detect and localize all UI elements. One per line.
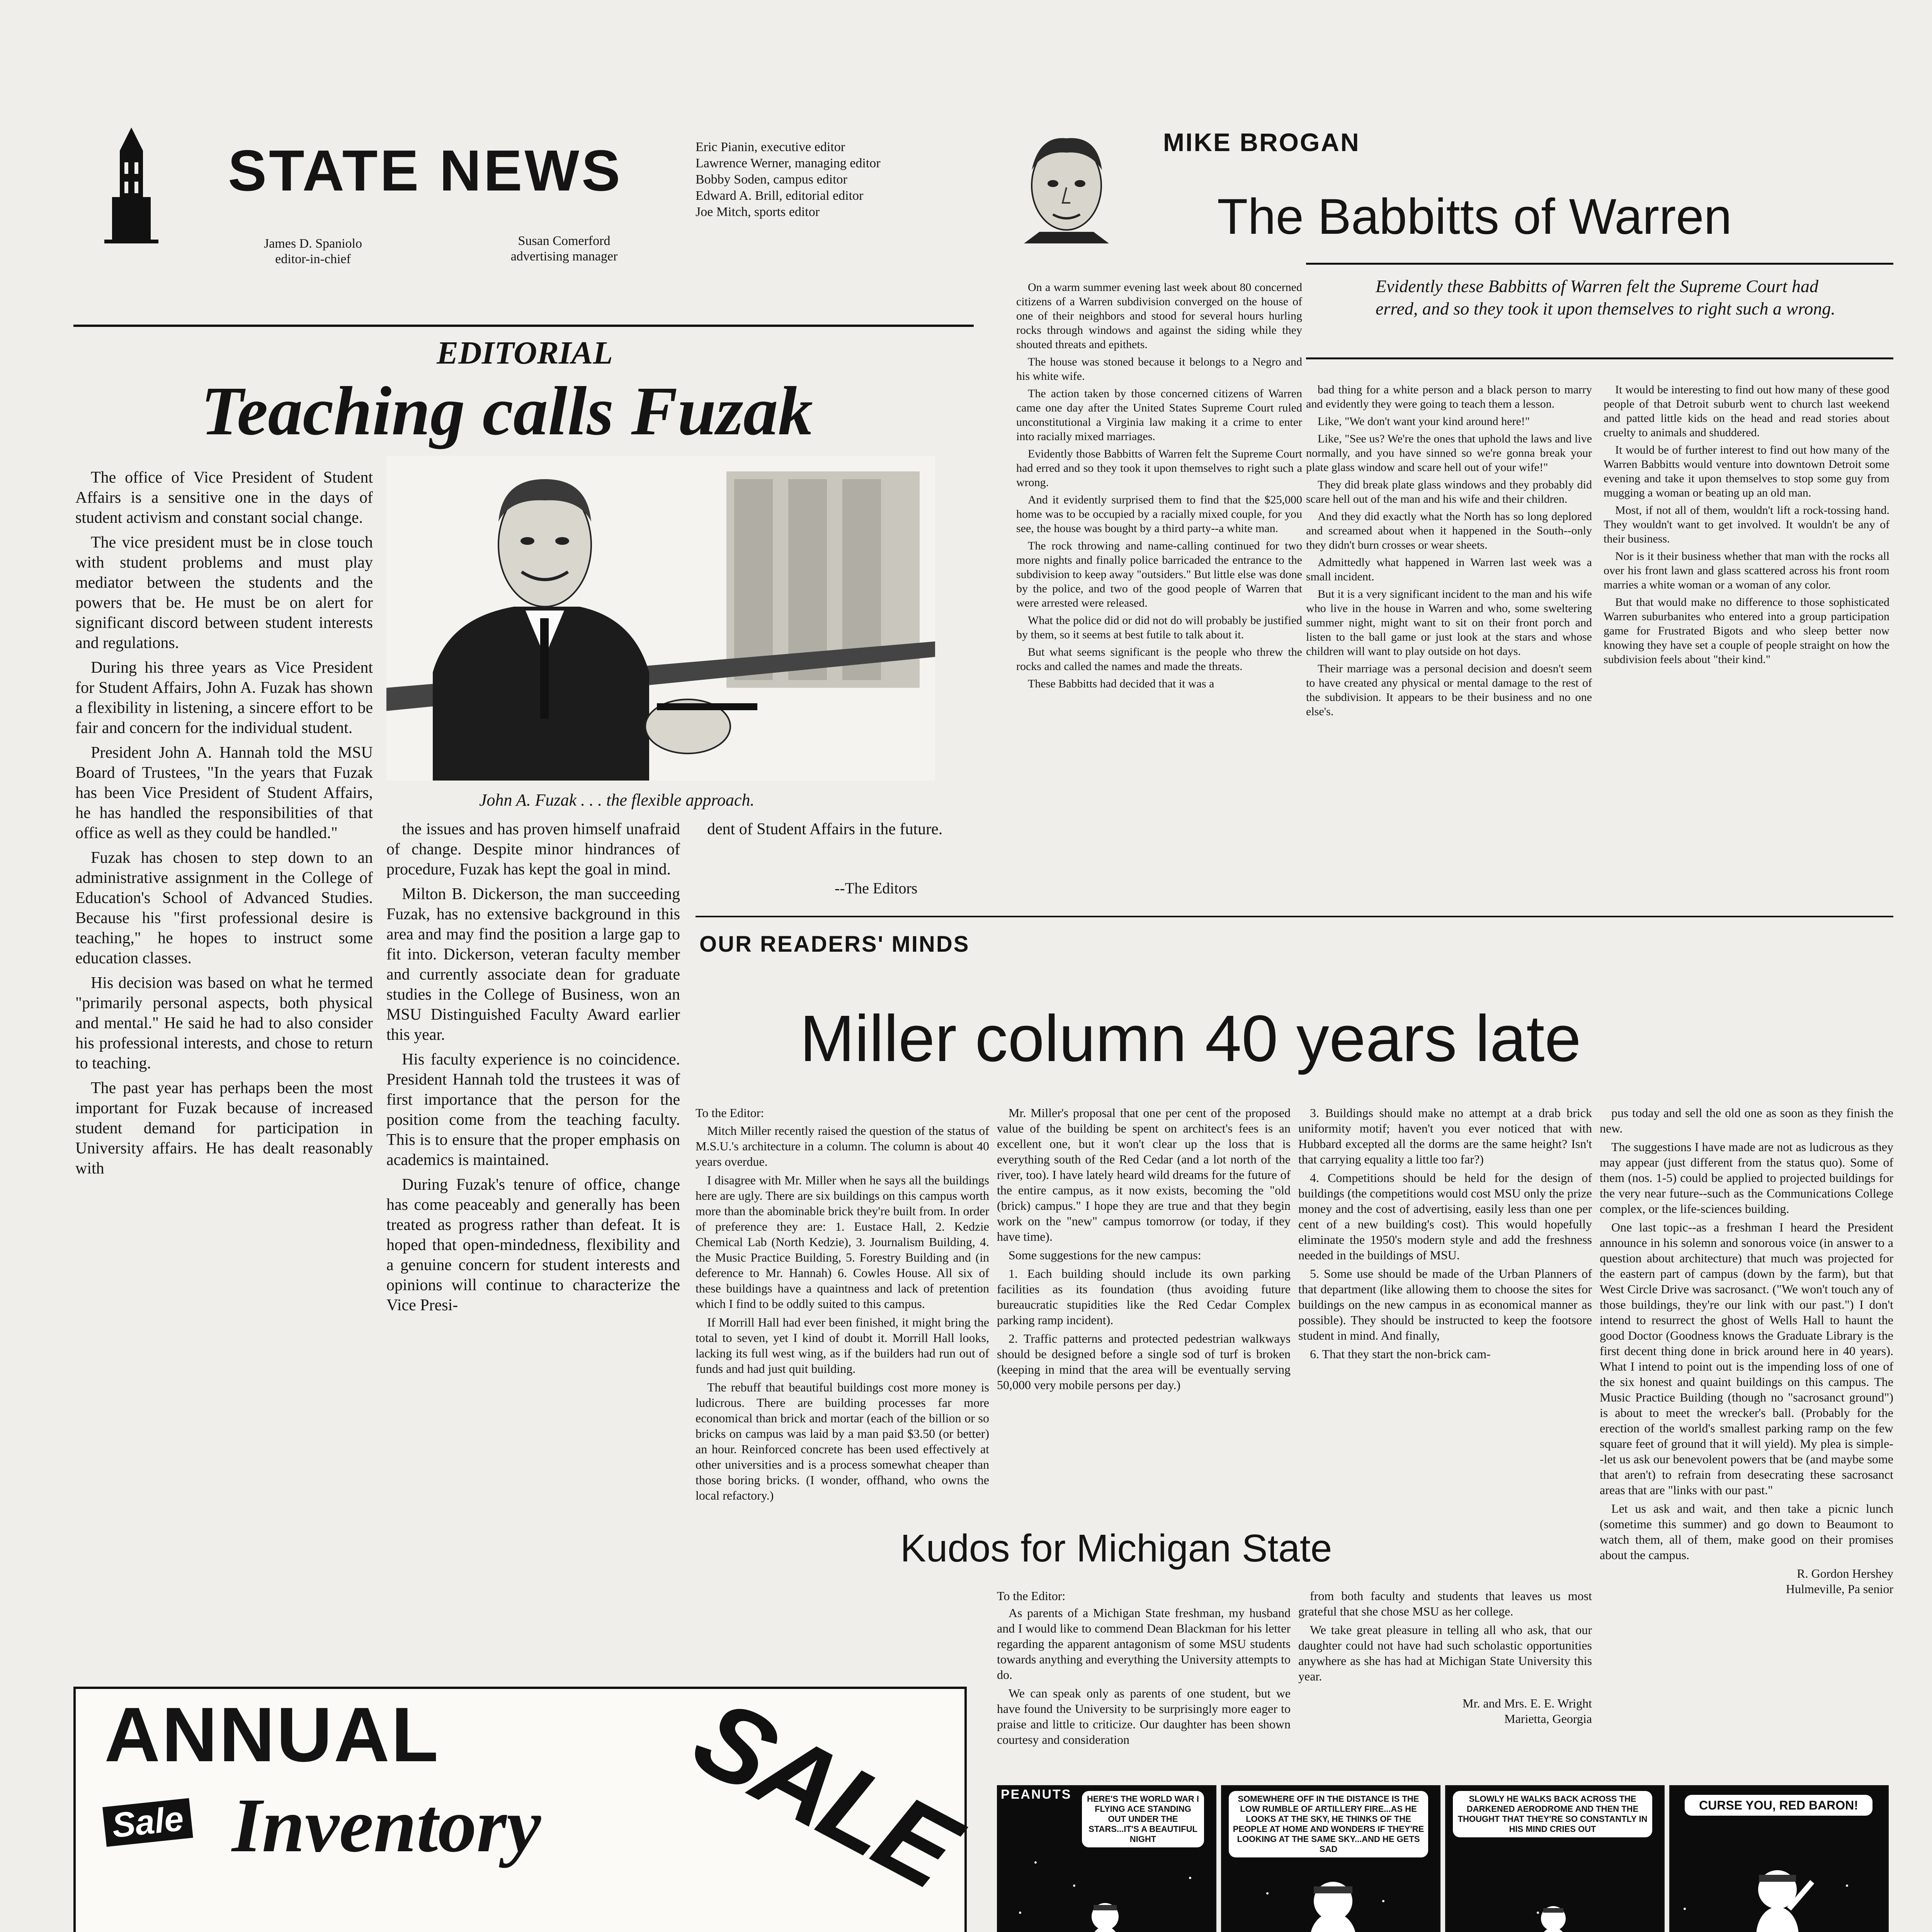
columnist-name: MIKE BROGAN	[1163, 128, 1360, 156]
letters-signature-name: R. Gordon Hershey	[1797, 1566, 1893, 1580]
letters-paragraph: One last topic--as a freshman I heard the President announce in his solemn and sonorous voice (in answer to a question about architecture) that much was projected for the eastern part of campus (down by the farm), but that West Circle Drive was sacrosanct. ("We won't touch any of those buildings, they're our link with our past.") I don't intend to resurrect the ghost of Wells Hall to haunt the good Doctor (Goodness knows the Graduate Library is the first decent thing done in brick around here in 40 years). What I intend to point out is the impending loss of one of the six honest and quaint buildings on this campus. The Music Practice Building (though no "sacrosanct ground") is about to meet the wrecker's ball. (Probably for the erection of the world's smallest parking ramp on the few square feet of ground that it will yield). My plea is simple--let us ask our benevolent powers that be (and maybe some that aren't) to refrain from desecrating these sacrosanct areas that are "links with our past."	[1600, 1220, 1893, 1497]
column-paragraph: Most, if not all of them, wouldn't lift a rock-tossing hand. They wouldn't want to get involved. It wouldn't be any of their business.	[1604, 504, 1889, 545]
column-paragraph: They did break plate glass windows and they probably did scare hell out of the man and his wife and their children.	[1306, 478, 1592, 505]
snoopy-3-icon	[1539, 1906, 1568, 1932]
editorial-paragraph: During his three years as Vice President for Student Affairs, John A. Fuzak has shown a flexibility in listening, a sincere effort to be fair and concern for the individual student.	[75, 659, 373, 737]
kudos-paragraph: from both faculty and students that leaves us most grateful that she chose MSU as her college.	[1298, 1589, 1592, 1618]
staff-line: Lawrence Werner, managing editor	[696, 156, 881, 170]
ad-manager-title: advertising manager	[510, 249, 618, 264]
editorial-signature: --The Editors	[835, 879, 918, 897]
letters-paragraph: 2. Traffic patterns and protected pedestrian walkways should be designed before a single sod of turf is broken (keeping in mind that the area will be eventually serving 50,000 very mobile persons per day.)	[997, 1332, 1291, 1392]
column-col1	[1016, 280, 1302, 694]
editorial-paragraph: dent of Student Affairs in the future.	[707, 820, 943, 838]
columnist-photo	[1016, 128, 1117, 243]
kudos-col2	[1298, 1588, 1592, 1726]
column-col3	[1604, 383, 1889, 670]
editorial-paragraph: President John A. Hannah told the MSU Board of Trustees, "In the years that Fuzak has been Vice President of Student Affairs, he has handled the responsibilities of that office as well as they could be handled."	[75, 744, 373, 842]
letters-kicker: OUR READERS' MINDS	[699, 932, 970, 957]
letters-paragraph: 4. Competitions should be held for the design of buildings (the competitions would cost MSU only the prize money and the cost of advertising, easily less than one per cent of a new building's cost). This would hopefully eliminate the 1950's modern style and add the freshness needed in the buildings of MSU.	[1298, 1171, 1592, 1262]
column-paragraph: It would be of further interest to find out how many of the Warren Babbitts would venture into downtown Detroit some evening and take it upon themselves to stop some guy from mugging a woman or beating up an old man.	[1604, 444, 1889, 499]
letters-col1	[696, 1105, 989, 1506]
column-paragraph: But it is a very significant incident to the man and his wife who live in the house in Warren and who, some sweltering summer night, might want to sit on their front porch and listen to the ball game or just look at the stars and whose children will want to play outside on hot days.	[1306, 588, 1592, 658]
editorial-paragraph: His decision was based on what he termed "primarily personal aspects, both physical and mental." He said he had to also consider his professional interests, and chose to return to teaching.	[75, 974, 373, 1072]
paper-name: STATE NEWS	[228, 138, 623, 203]
editorial-photo	[386, 456, 935, 781]
column-paragraph: Their marriage was a personal decision and doesn't seem to have created any physical or mental damage to the rest of the subdivision. It appears to be their business and no one else's.	[1306, 662, 1592, 718]
column-paragraph: But that would make no difference to those sophisticated Warren suburbanites who entered into a group participation game for Frustrated Bigots and who sleep better now knowing they have set a couple of people straight on how the subdivision feels about "their kind."	[1604, 596, 1889, 666]
comic-bubble-1: HERE'S THE WORLD WAR I FLYING ACE STANDING OUT UNDER THE STARS...IT'S A BEAUTIFUL NIGHT	[1082, 1791, 1204, 1847]
kudos-signature-name: Mr. and Mrs. E. E. Wright	[1463, 1696, 1592, 1710]
comic-bubble-2: SOMEWHERE OFF IN THE DISTANCE IS THE LOW RUMBLE OF ARTILLERY FIRE...AS HE LOOKS AT THE SKY, HE THINKS OF THE PEOPLE AT HOME AND WONDERS IF THEY'RE LOOKING AT THE SAME SKY...AND HE GETS SAD	[1229, 1791, 1428, 1857]
letters-rule	[696, 916, 1893, 917]
column-paragraph: Like, "See us? We're the ones that uphold the laws and live normally, and you have sinned so we're gonna break your plate glass window and scare hell out of your wife!"	[1306, 432, 1592, 474]
column-paragraph: And they did exactly what the North has so long deplored and screamed about when it happened in the South--only they didn't burn crosses or wear sheets.	[1306, 510, 1592, 551]
column-pullquote: Evidently these Babbitts of Warren felt the Supreme Court had erred, and so they took it upon themselves to right such a wrong.	[1376, 276, 1835, 318]
editorial-col1	[75, 468, 373, 1183]
column-paragraph: Nor is it their business whether that man with the rocks all over his front lawn and glass scattered across his front room marries a white woman or a woman of any color.	[1604, 550, 1889, 591]
staff-line: Eric Pianin, executive editor	[696, 140, 845, 154]
letters-paragraph: The rebuff that beautiful buildings cost more money is ludicrous. There are building processes far more economical than brick and mortar (each of the billion or so bricks on campus was laid by a man paid $3.50 (or better) an hour. Reinforced concrete has been used effectively at other universities and is a process somewhat cheaper than those boring bricks. (I wonder, offhand, who owns the local refactory.)	[696, 1380, 989, 1502]
editor-in-chief-name: James D. Spaniolo	[264, 236, 362, 251]
column-paragraph: Like, "We don't want your kind around here!"	[1318, 415, 1530, 428]
letters-headline: Miller column 40 years late	[800, 1002, 1581, 1075]
editorial-paragraph: The vice president must be in close touch with student problems and must play mediator between the students and the powers that be. He must be on alert for significant discord between student interests and regulations.	[75, 534, 373, 652]
kudos-paragraph: As parents of a Michigan State freshman, my husband and I would like to commend Dean Blackman for his letter regarding the apparent antagonism of some MSU students towards anything and everything the University attempts to do.	[997, 1606, 1291, 1682]
column-col2	[1306, 383, 1592, 722]
column-paragraph: What the police did or did not do will probably be justified by them, so it seems at best futile to talk about it.	[1016, 614, 1302, 641]
letters-paragraph: Let us ask and wait, and then take a picnic lunch (sometime this summer) and go down to Beaumont to watch them, all of them, make good on their promises about the campus.	[1600, 1502, 1893, 1562]
snoopy-4-icon	[1756, 1870, 1812, 1932]
ad-manager-name: Susan Comerford	[518, 234, 611, 248]
editorial-col3	[692, 819, 974, 844]
column-paragraph: It would be interesting to find out how many of these good people of that Detroit suburb went to church last weekend and patted little kids on the head and read stories about cruelty to animals and shuddered.	[1604, 383, 1889, 439]
editorial-paragraph: Milton B. Dickerson, the man succeeding Fuzak, has no extensive background in this area and may find the position a large gap to fit into. Dickerson, veteran faculty member and currently associate dean for graduate studies in the College of Business, won an MSU Distinguished Faculty Award earlier this year.	[386, 885, 680, 1044]
column-paragraph: Evidently those Babbitts of Warren felt the Supreme Court had erred and so they took it upon themselves to right such a wrong.	[1016, 447, 1302, 489]
column-paragraph: Admittedly what happened in Warren last week was a small incident.	[1306, 556, 1592, 583]
editorial-paragraph: During Fuzak's tenure of office, change has come peaceably and generally has been treated as progress rather than defeat. It is hoped that open-mindedness, flexibility and a genuine concern for student interests and opinions will continue to characterize the Vice Presi-	[386, 1176, 680, 1314]
snoopy-2-icon	[1310, 1882, 1356, 1932]
letters-paragraph: Mr. Miller's proposal that one per cent of the proposed value of the building be spent on architect's fees is an excellent one, but it won't clear up the loss that is everything south of the Red Cedar (and a lot north of the river, too). I have lately heard wild dreams for the future of the entire campus, as it now exists, becoming the "old (brick) campus." I hope they are true and that they begin work on the "new" campus tomorrow (or today, if they have time).	[997, 1106, 1291, 1243]
ad-inventory: Inventory	[232, 1783, 541, 1868]
column-paragraph: bad thing for a white person and a black person to marry and evidently they were going to teach them a lesson.	[1306, 383, 1592, 410]
column-paragraph: The house was stoned because it belongs to a Negro and his white wife.	[1016, 355, 1302, 383]
letters-paragraph: Mitch Miller recently raised the question of the status of M.S.U.'s architecture in a column. The column is about 40 years overdue.	[696, 1124, 989, 1168]
column-paragraph: These Babbitts had decided that it was a	[1028, 677, 1214, 690]
kudos-paragraph: We can speak only as parents of one student, but we have found the University to be surprisingly more eager to praise and little to criticize. Our daughter has been shown courtesy and consideration	[997, 1686, 1291, 1747]
column-paragraph: But what seems significant is the people who threw the rocks and called the names and made the threats.	[1016, 646, 1302, 673]
letters-paragraph: 6. That they start the non-brick cam-	[1310, 1347, 1491, 1361]
letters-signature-place: Hulmeville, Pa senior	[1786, 1582, 1893, 1596]
editorial-kicker: EDITORIAL	[437, 335, 613, 371]
staff-list	[696, 139, 881, 220]
comic-bubble-3: SLOWLY HE WALKS BACK ACROSS THE DARKENED AERODROME AND THEN THE THOUGHT THAT THEY'RE SO CONSTANTLY IN HIS MIND CRIES OUT	[1453, 1791, 1652, 1837]
ad-sale-big: SALE	[675, 1675, 973, 1910]
letters-col3	[1298, 1105, 1592, 1365]
letters-paragraph: 3. Buildings should make no attempt at a drab brick uniformity motif; haven't you ever noticed that with Hubbard excepted all the dorms are the same height? Isn't that carrying equality a little too far?)	[1298, 1106, 1592, 1166]
letters-paragraph: If Morrill Hall had ever been finished, it might bring the total to seven, yet I kind of doubt it. Morrill Hall looks, lacking its full west wing, as if the builders had run out of funds and had just quit building.	[696, 1315, 989, 1376]
letters-paragraph: 5. Some use should be made of the Urban Planners of that department (like allowing them to choose the sites for buildings on the new campus in as economical manner as possible). They should be instructed to keep the footsore student in mind. And finally,	[1298, 1267, 1592, 1342]
column-rule-bottom	[1306, 357, 1893, 359]
staff-line: Joe Mitch, sports editor	[696, 205, 820, 219]
letters-paragraph: Some suggestions for the new campus:	[1009, 1248, 1201, 1262]
column-headline: The Babbitts of Warren	[1217, 188, 1732, 245]
staff-line: Edward A. Brill, editorial editor	[696, 189, 864, 203]
editorial-paragraph: the issues and has proven himself unafraid of change. Despite minor hindrances of procedure, Fuzak has kept the goal in mind.	[386, 820, 680, 878]
comic-title: PEANUTS	[1001, 1787, 1072, 1802]
kudos-col1	[997, 1588, 1291, 1750]
editorial-paragraph: The office of Vice President of Student Affairs is a sensitive one in the days of student activism and constant social change.	[75, 469, 373, 527]
letters-paragraph: pus today and sell the old one as soon as they finish the new.	[1600, 1106, 1893, 1135]
staff-line: Bobby Soden, campus editor	[696, 172, 847, 187]
editor-in-chief-title: editor-in-chief	[275, 252, 351, 266]
ad-annual: ANNUAL	[104, 1692, 440, 1778]
editorial-paragraph: The past year has perhaps been the most important for Fuzak because of increased student demand for participation in University affairs. He has dealt reasonably with	[75, 1079, 373, 1177]
editorial-paragraph: Fuzak has chosen to step down to an administrative assignment in the College of Education's School of Advanced Studies. Because his "first professional desire is teaching," he hopes to instruct some education classes.	[75, 849, 373, 967]
letters-salutation: To the Editor:	[696, 1106, 764, 1120]
editorial-photo-caption: John A. Fuzak . . . the flexible approach.	[479, 791, 755, 810]
editorial-rule	[73, 325, 974, 327]
kudos-paragraph: We take great pleasure in telling all who ask, that our daughter could not have had such scholastic opportunities anywhere as she has had at Michigan State University this year.	[1298, 1623, 1592, 1683]
letters-paragraph: I disagree with Mr. Miller when he says all the buildings here are ugly. There are six buildings on this campus worth more than the abominable brick they're built from. In order of preference they are: 1. Eustace Hall, 2. Kedzie Chemical Lab (North Kedzie), 3. Journalism Building, 4. the Music Practice Building, 5. Forestry Building and (in deference to Mr. Hannah) 6. Cowles House. All six of these buildings have a quaintness and lack of pretention which I find to be oddly suited to this campus.	[696, 1173, 989, 1311]
column-paragraph: The action taken by those concerned citizens of Warren came one day after the United States Supreme Court ruled unconstitutional a Virginia law making it a crime to enter into racially mixed marriages.	[1016, 387, 1302, 443]
column-paragraph: And it evidently surprised them to find that the $25,000 home was to be occupied by a racially mixed couple, for you see, the house was bought by a third party--a white man.	[1016, 493, 1302, 535]
editorial-col2	[386, 819, 680, 1320]
tower-logo	[104, 128, 158, 243]
snoopy-figures	[997, 1785, 1886, 1932]
kudos-headline: Kudos for Michigan State	[900, 1527, 1332, 1570]
kudos-signature-place: Marietta, Georgia	[1504, 1712, 1592, 1726]
ad-sale-tag: Sale	[102, 1798, 193, 1847]
letters-col2	[997, 1105, 1291, 1396]
letters-paragraph: The suggestions I have made are not as ludicrous as they may appear (just different from the status quo). Some of them (nos. 1-5) could be applied to projected buildings for the very near future--such as the Communications College complex, or the life-sciences building.	[1600, 1140, 1893, 1216]
editorial-headline: Teaching calls Fuzak	[201, 372, 813, 449]
column-rule-top	[1306, 263, 1893, 265]
editorial-paragraph: His faculty experience is no coincidence. President Hannah told the trustees it was of first importance that the person for the position come from the teaching faculty. This is to ensure that the proper emphasis on academics is maintained.	[386, 1051, 680, 1169]
column-paragraph: On a warm summer evening last week about 80 concerned citizens of a Warren subdivision converged on the house of one of their neighbors and stood for several hours hurling rocks through windows and against the siding while they shouted threats and epithets.	[1016, 281, 1302, 351]
comic-bubble-4: CURSE YOU, RED BARON!	[1685, 1795, 1872, 1816]
letters-paragraph: 1. Each building should include its own parking facilities as its foundation (thus avoiding future bureaucratic stupidities like the Red Cedar Complex parking ramp incident).	[997, 1267, 1291, 1327]
kudos-salutation: To the Editor:	[997, 1589, 1066, 1603]
letters-col4	[1600, 1105, 1893, 1597]
column-paragraph: The rock throwing and name-calling continued for two more nights and finally police barricaded the entrance to the subdivision to keep away "outsiders." But little else was done by the police, and two of the good people of Warren that were arrested were released.	[1016, 539, 1302, 609]
snoopy-1-icon	[1090, 1903, 1121, 1932]
